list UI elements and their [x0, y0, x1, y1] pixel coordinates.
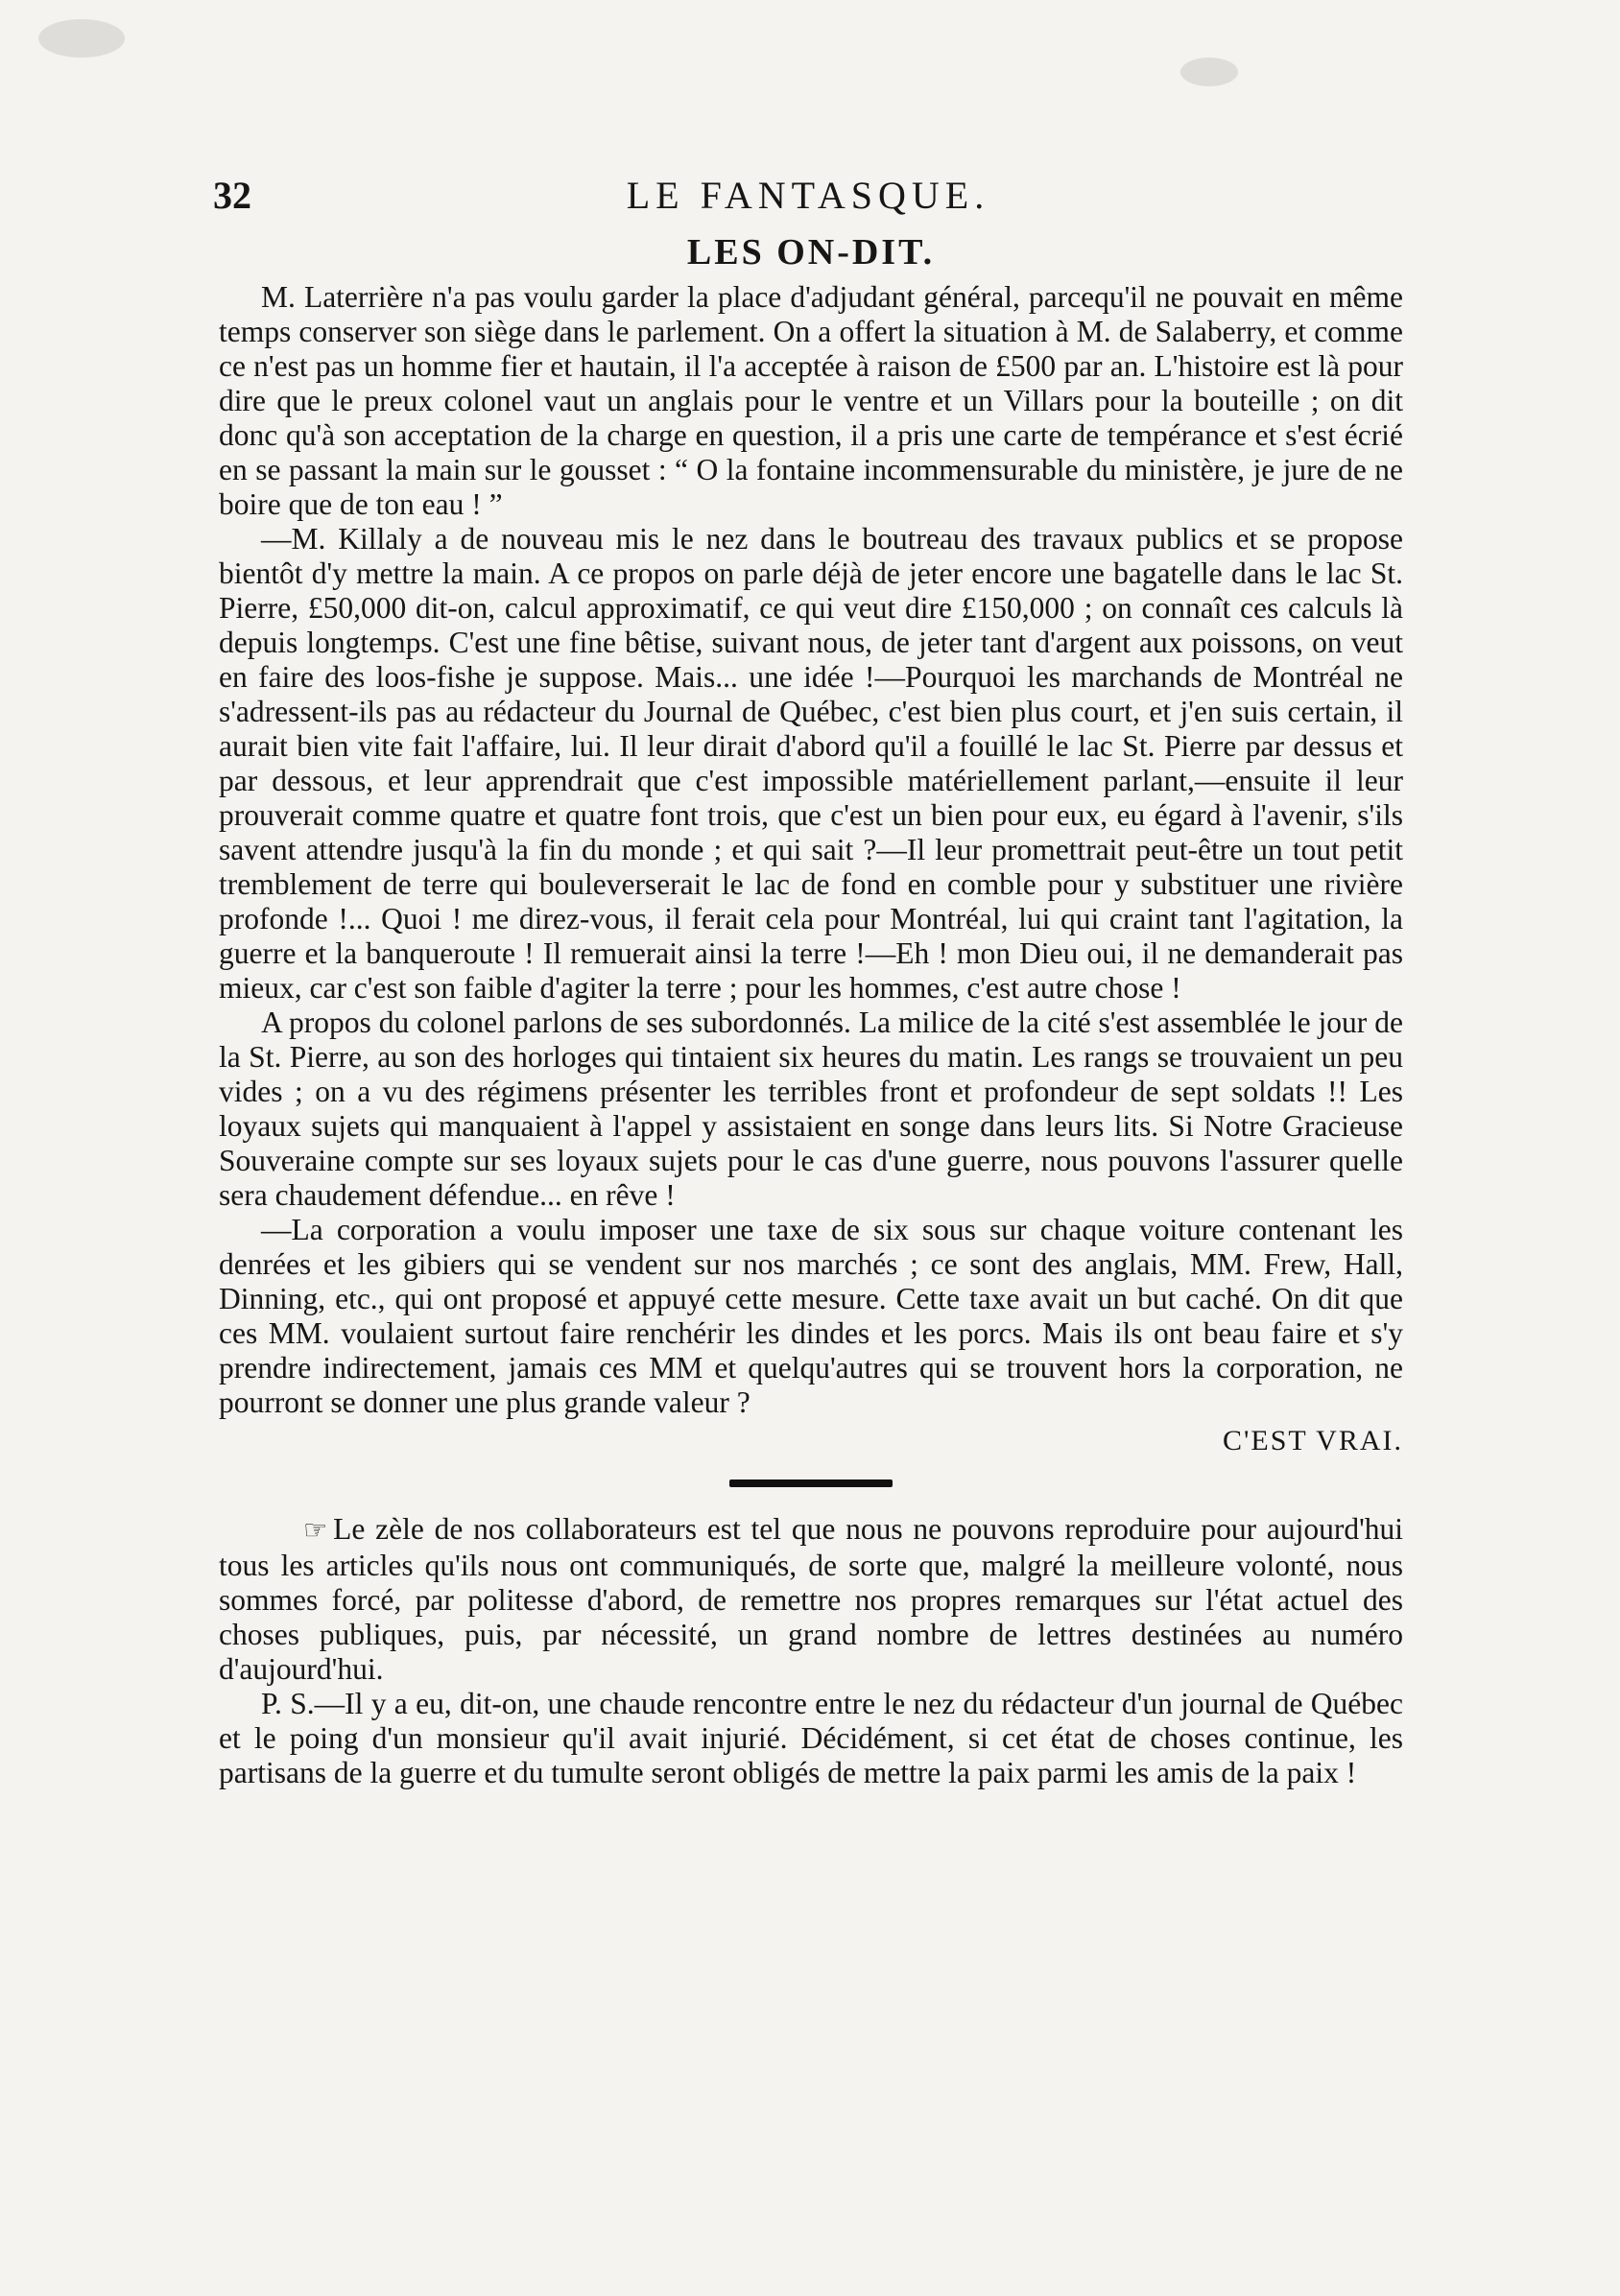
section-title: LES ON-DIT.: [686, 232, 936, 272]
article-signature: C'EST VRAI.: [1223, 1425, 1403, 1456]
pointing-hand-icon: ☞: [303, 1516, 328, 1546]
ink-smudge: [1180, 58, 1238, 86]
notice-text: Le zèle de nos collaborateurs est tel que nous ne pouvons reproduire pour aujourd'hui tous les articles qu'ils nous ont communiqués, de sorte que, malgré la meilleure volonté, nous sommes forcé, par politesse d'abord, de remettre nos propres remarques sur l'état actuel des choses publiques, puis, par nécessité, un grand nombre de lettres destinées au numéro d'aujourd'hui.: [219, 1512, 1403, 1686]
notice-paragraph: [219, 1512, 1403, 1687]
running-title: LE FANTASQUE.: [626, 174, 990, 217]
section-divider: [729, 1479, 893, 1487]
page-header: [213, 173, 1403, 230]
article-paragraph: A propos du colonel parlons de ses subordonnés. La milice de la cité s'est assemblée le jour de la St. Pierre, au son des horloges qui tintaient six heures du matin. Les rangs se trouvaient un peu vides ; on a vu des régimens présenter les terribles front et profondeur de sept soldats !! Les loyaux sujets qui manquaient à l'appel y assistaient en songe dans leurs lits. Si Notre Gracieuse Souveraine compte sur ses loyaux sujets pour le cas d'une guerre, nous pouvons l'assurer quelle sera chaudement défendue... en rêve !: [219, 1006, 1403, 1212]
article-paragraph: M. Laterrière n'a pas voulu garder la place d'adjudant général, parcequ'il ne pouvait en même temps conserver son siège dans le parlement. On a offert la situation à M. de Salaberry, et comme ce n'est pas un homme fier et hautain, il l'a acceptée à raison de £500 par an. L'histoire est là pour dire que le preux colonel vaut un anglais pour le ventre et un Villars pour la bouteille ; on dit donc qu'à son acceptation de la charge en question, il a pris une carte de tempérance et s'est écrié en se passant la main sur le gousset : “ O la fontaine incommensurable du ministère, je jure de ne boire que de ton eau ! ”: [219, 280, 1403, 521]
article-paragraph: —La corporation a voulu imposer une taxe de six sous sur chaque voiture contenant les denrées et les gibiers qui se vendent sur nos marchés ; ce sont des anglais, MM. Frew, Hall, Dinning, etc., qui ont proposé et appuyé cette mesure. Cette taxe avait un but caché. On dit que ces MM. voulaient surtout faire renchérir les dindes et les porcs. Mais ils ont beau faire et s'y prendre indirectement, jamais ces MM et quelqu'autres qui se trouvent hors la corporation, ne pourront se donner une plus grande valeur ?: [219, 1213, 1403, 1419]
page-number: 32: [213, 174, 251, 217]
postscript-paragraph: P. S.—Il y a eu, dit-on, une chaude rencontre entre le nez du rédacteur d'un journal de Québec et le poing d'un monsieur qu'il avait injurié. Décidément, si cet état de choses continue, les partisans de la guerre et du tumulte seront obligés de mettre la paix parmi les amis de la paix !: [219, 1687, 1403, 1789]
article-paragraph: —M. Killaly a de nouveau mis le nez dans le boutreau des travaux publics et se propose bientôt d'y mettre la main. A ce propos on parle déjà de jeter encore une bagatelle dans le lac St. Pierre, £50,000 dit-on, calcul approximatif, ce qui veut dire £150,000 ; on connaît ces calculs là depuis longtemps. C'est une fine bêtise, suivant nous, de jeter tant d'argent aux poissons, on veut en faire des loos-fishe je suppose. Mais... une idée !—Pourquoi les marchands de Montréal ne s'adressent-ils pas au rédacteur du Journal de Québec, c'est bien plus court, et j'en suis certain, il aurait bien vite fait l'affaire, lui. Il leur dirait d'abord qu'il a fouillé le lac St. Pierre par dessus et par dessous, et leur apprendrait que c'est impossible matériellement parlant,—ensuite il leur prouverait comme quatre et quatre font trois, que c'est un bien pour eux, eu égard à l'avenir, s'ils savent attendre jusqu'à la fin du monde ; et qui sait ?—Il leur promettrait peut-être un tout petit tremblement de terre qui bouleverserait le lac de fond en comble pour y substituer une rivière profonde !... Quoi ! me direz-vous, il ferait cela pour Montréal, lui qui craint tant l'agitation, la guerre et la banqueroute ! Il remuerait ainsi la terre !—Eh ! mon Dieu oui, il ne demanderait pas mieux, car c'est son faible d'agiter la terre ; pour les hommes, c'est autre chose !: [219, 522, 1403, 1005]
text-column: [219, 230, 1403, 1790]
ink-smudge: [38, 19, 125, 58]
